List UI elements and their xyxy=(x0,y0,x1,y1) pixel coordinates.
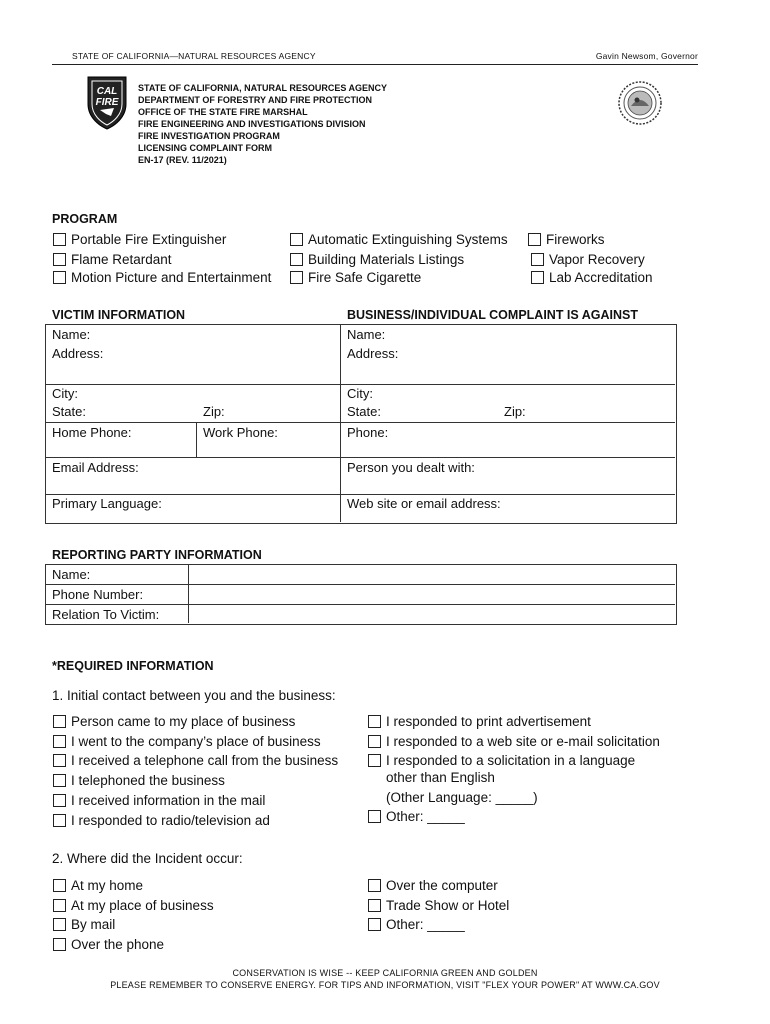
agency-address-block xyxy=(138,82,387,166)
option-label: Trade Show or Hotel xyxy=(386,898,510,913)
state-seal-logo xyxy=(617,80,663,126)
footer-line-1: CONSERVATION IS WISE -- KEEP CALIFORNIA GREEN AND GOLDEN xyxy=(232,968,538,978)
row-divider xyxy=(45,384,675,385)
option-label: Fire Safe Cigarette xyxy=(308,270,422,285)
program-option[interactable] xyxy=(290,270,421,285)
contact-option[interactable] xyxy=(53,753,338,768)
program-option[interactable] xyxy=(531,252,645,267)
reporting-title: REPORTING PARTY INFORMATION xyxy=(52,548,262,562)
business-website-field[interactable]: Web site or email address: xyxy=(347,496,501,511)
victim-zip-field[interactable]: Zip: xyxy=(203,404,225,419)
row-divider xyxy=(45,457,675,458)
program-option[interactable] xyxy=(53,232,226,247)
checkbox[interactable] xyxy=(368,879,381,892)
option-label: Flame Retardant xyxy=(71,252,172,267)
business-name-field[interactable]: Name: xyxy=(347,327,386,342)
checkbox[interactable] xyxy=(290,233,303,246)
business-state-field[interactable]: State: xyxy=(347,404,381,419)
victim-language-field[interactable]: Primary Language: xyxy=(52,496,162,511)
checkbox[interactable] xyxy=(53,794,66,807)
contact-option-other[interactable] xyxy=(368,809,465,824)
checkbox[interactable] xyxy=(290,271,303,284)
checkbox[interactable] xyxy=(53,774,66,787)
program-option[interactable] xyxy=(53,270,271,285)
option-label: I went to the company’s place of business xyxy=(71,734,321,749)
option-label: At my place of business xyxy=(71,898,214,913)
location-option[interactable] xyxy=(53,878,143,893)
option-label: Over the computer xyxy=(386,878,498,893)
checkbox[interactable] xyxy=(53,754,66,767)
victim-work-phone-field[interactable]: Work Phone: xyxy=(203,425,278,440)
contact-option[interactable] xyxy=(53,773,225,788)
location-option[interactable] xyxy=(368,898,509,913)
contact-option[interactable] xyxy=(368,753,635,768)
option-label: At my home xyxy=(71,878,144,893)
agency-line: FIRE ENGINEERING AND INVESTIGATIONS DIVISION xyxy=(138,119,366,129)
checkbox[interactable] xyxy=(53,253,66,266)
victim-name-field[interactable]: Name: xyxy=(52,327,91,342)
row-divider xyxy=(45,422,675,423)
option-label: I responded to print advertisement xyxy=(386,714,591,729)
checkbox[interactable] xyxy=(368,715,381,728)
required-title: *REQUIRED INFORMATION xyxy=(52,659,214,673)
program-option[interactable] xyxy=(290,252,464,267)
program-option[interactable] xyxy=(531,270,653,285)
program-title: PROGRAM xyxy=(52,212,118,226)
checkbox[interactable] xyxy=(53,715,66,728)
row-divider xyxy=(45,494,675,495)
program-option[interactable] xyxy=(528,232,605,247)
option-label: I received information in the mail xyxy=(71,793,266,808)
checkbox[interactable] xyxy=(528,233,541,246)
checkbox[interactable] xyxy=(531,271,544,284)
footer-line-2: PLEASE REMEMBER TO CONSERVE ENERGY. FOR TIPS AND INFORMATION, VISIT "FLEX YOUR POWER" AT WWW.CA.GOV xyxy=(110,980,660,990)
business-address-field[interactable]: Address: xyxy=(347,346,399,361)
agency-line: LICENSING COMPLAINT FORM xyxy=(138,143,272,153)
option-label: I responded to a solicitation in a language xyxy=(386,753,636,768)
business-person-field[interactable]: Person you dealt with: xyxy=(347,460,475,475)
option-label: Portable Fire Extinguisher xyxy=(71,232,227,247)
checkbox[interactable] xyxy=(531,253,544,266)
option-label: I telephoned the business xyxy=(71,773,225,788)
agency-line: STATE OF CALIFORNIA, NATURAL RESOURCES AGENCY xyxy=(138,83,388,93)
checkbox[interactable] xyxy=(53,938,66,951)
checkbox[interactable] xyxy=(53,271,66,284)
checkbox[interactable] xyxy=(368,810,381,823)
checkbox[interactable] xyxy=(53,879,66,892)
option-label: Fireworks xyxy=(546,232,605,247)
victim-address-field[interactable]: Address: xyxy=(52,346,104,361)
column-divider xyxy=(188,564,189,623)
victim-state-field[interactable]: State: xyxy=(52,404,86,419)
contact-option[interactable] xyxy=(368,734,660,749)
other-language-field[interactable]: (Other Language: _____) xyxy=(386,790,538,805)
option-label: Lab Accreditation xyxy=(549,270,653,285)
reporting-name-field[interactable]: Name: xyxy=(52,567,91,582)
reporting-phone-field[interactable]: Phone Number: xyxy=(52,587,144,602)
location-option[interactable] xyxy=(53,917,115,932)
location-option[interactable] xyxy=(53,898,214,913)
row-divider xyxy=(45,584,675,585)
checkbox[interactable] xyxy=(290,253,303,266)
program-option[interactable] xyxy=(53,252,172,267)
agency-line: FIRE INVESTIGATION PROGRAM xyxy=(138,131,280,141)
form-number: EN-17 (REV. 11/2021) xyxy=(138,155,227,165)
option-label: Motion Picture and Entertainment xyxy=(71,270,272,285)
svg-text:CAL: CAL xyxy=(96,86,118,97)
option-label: By mail xyxy=(71,917,116,932)
business-zip-field[interactable]: Zip: xyxy=(504,404,526,419)
checkbox[interactable] xyxy=(53,814,66,827)
checkbox[interactable] xyxy=(53,918,66,931)
option-label: I responded to a web site or e-mail solicitation xyxy=(386,734,660,749)
header-agency-text: STATE OF CALIFORNIA—NATURAL RESOURCES AGENCY xyxy=(72,51,316,61)
option-label: Vapor Recovery xyxy=(549,252,645,267)
phone-divider xyxy=(196,422,197,457)
location-option-other[interactable] xyxy=(368,917,465,932)
option-label: Over the phone xyxy=(71,937,165,952)
option-label: Person came to my place of business xyxy=(71,714,296,729)
contact-option[interactable] xyxy=(53,813,270,828)
row-divider xyxy=(45,604,675,605)
question-1: 1. Initial contact between you and the business: xyxy=(52,688,336,703)
option-label: I received a telephone call from the business xyxy=(71,753,339,768)
agency-line: OFFICE OF THE STATE FIRE MARSHAL xyxy=(138,107,308,117)
option-label: I responded to radio/television ad xyxy=(71,813,270,828)
checkbox[interactable] xyxy=(368,899,381,912)
business-title: BUSINESS/INDIVIDUAL COMPLAINT IS AGAINST xyxy=(347,308,638,322)
program-option[interactable] xyxy=(290,232,508,247)
option-label: Other: _____ xyxy=(386,809,465,824)
checkbox[interactable] xyxy=(368,735,381,748)
option-label: Other: _____ xyxy=(386,917,465,932)
location-option[interactable] xyxy=(368,878,498,893)
location-option[interactable] xyxy=(53,937,164,952)
checkbox[interactable] xyxy=(368,918,381,931)
contact-option[interactable] xyxy=(53,793,265,808)
header-divider xyxy=(52,64,698,65)
contact-option[interactable] xyxy=(53,714,295,729)
victim-home-phone-field[interactable]: Home Phone: xyxy=(52,425,132,440)
checkbox[interactable] xyxy=(53,735,66,748)
checkbox[interactable] xyxy=(53,899,66,912)
victim-city-field[interactable]: City: xyxy=(52,386,78,401)
svg-text:FIRE: FIRE xyxy=(95,97,119,108)
agency-line: DEPARTMENT OF FORESTRY AND FIRE PROTECTION xyxy=(138,95,373,105)
header-governor-text: Gavin Newsom, Governor xyxy=(595,51,698,61)
column-divider xyxy=(340,324,341,522)
option-label: Building Materials Listings xyxy=(308,252,465,267)
victim-title: VICTIM INFORMATION xyxy=(52,308,186,322)
cal-fire-logo xyxy=(84,74,130,130)
business-phone-field[interactable]: Phone: xyxy=(347,425,389,440)
contact-option[interactable] xyxy=(368,714,591,729)
question-2: 2. Where did the Incident occur: xyxy=(52,851,243,866)
business-city-field[interactable]: City: xyxy=(347,386,373,401)
contact-option[interactable] xyxy=(53,734,321,749)
option-label: Automatic Extinguishing Systems xyxy=(308,232,508,247)
option-label-continued: other than English xyxy=(386,770,495,785)
reporting-relation-field[interactable]: Relation To Victim: xyxy=(52,607,160,622)
checkbox[interactable] xyxy=(53,233,66,246)
victim-email-field[interactable]: Email Address: xyxy=(52,460,139,475)
checkbox[interactable] xyxy=(368,754,381,767)
